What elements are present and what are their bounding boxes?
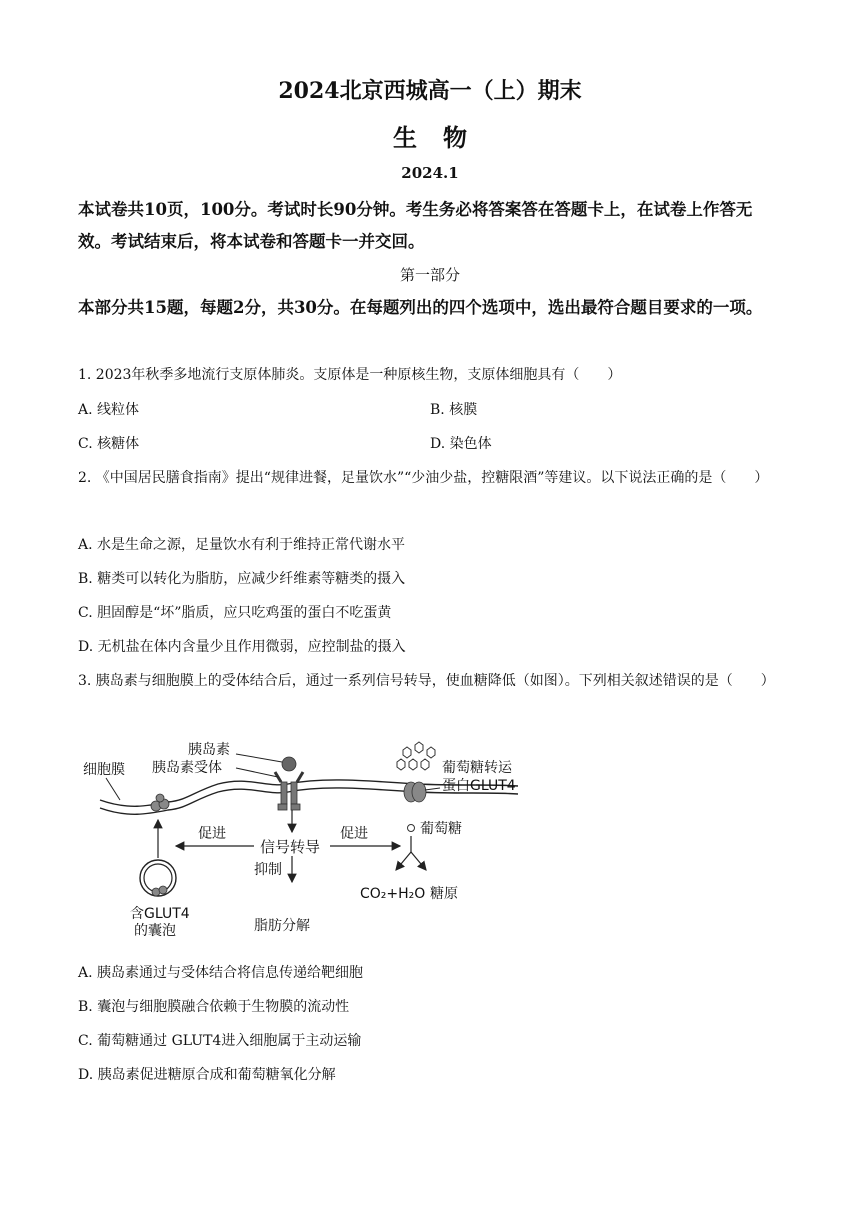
- label-signal-transduction: 信号转导: [260, 838, 321, 856]
- question-3-stem: 3. 胰岛素与细胞膜上的受体结合后，通过一系列信号转导，使血糖降低（如图）。下列相关叙述错误的是（ ）: [78, 673, 775, 689]
- label-promote-right: 促进: [340, 826, 368, 842]
- label-cell-membrane: 细胞膜: [83, 762, 125, 778]
- label-transporter-line2: 蛋白GLUT4: [442, 778, 516, 794]
- question-1-option-a: A. 线粒体: [78, 402, 140, 418]
- insulin-icon: [282, 757, 296, 771]
- insulin-signaling-diagram: [78, 732, 548, 950]
- exam-instructions: 本试卷共10页，100分。考试时长90分钟。考生务必将答案答在答题卡上，在试卷上作答无效。考试结束后，将本试卷和答题卡一并交回。: [78, 200, 753, 251]
- label-insulin-receptor: 胰岛素受体: [152, 760, 222, 776]
- label-vesicle-line1: 含GLUT4: [130, 906, 190, 922]
- glut4-transporter-icon: [404, 782, 426, 802]
- question-3-option-b: B. 囊泡与细胞膜融合依赖于生物膜的流动性: [78, 999, 350, 1015]
- label-glycogen: 糖原: [430, 886, 458, 902]
- subject-title: 生物: [393, 123, 493, 152]
- part-instructions: 本部分共15题，每题2分，共30分。在每题列出的四个选项中，选出最符合题目要求的一项。: [78, 298, 763, 317]
- exam-date: 2024.1: [401, 164, 459, 182]
- glucose-molecules-icon: [397, 742, 435, 770]
- question-3-option-d: D. 胰岛素促进糖原合成和葡萄糖氧化分解: [78, 1067, 336, 1083]
- label-insulin: 胰岛素: [188, 742, 230, 758]
- question-2-stem: 2. 《中国居民膳食指南》提出“规律进餐，足量饮水”“少油少盐，控糖限酒”等建议。以下说法正确的是（ ）: [78, 470, 769, 486]
- question-2-option-a: A. 水是生命之源，足量饮水有利于维持正常代谢水平: [78, 537, 406, 553]
- label-co2-h2o: CO₂+H₂O: [360, 886, 426, 902]
- insulin-receptor-icon: [275, 772, 303, 810]
- question-1-stem: 1. 2023年秋季多地流行支原体肺炎。支原体是一种原核生物，支原体细胞具有（ ）: [78, 367, 622, 383]
- question-2-option-d: D. 无机盐在体内含量少且作用微弱，应控制盐的摄入: [78, 639, 406, 655]
- question-1-option-d: D. 染色体: [430, 436, 492, 452]
- question-1-option-c: C. 核糖体: [78, 436, 140, 452]
- label-vesicle-line2: 的囊泡: [134, 923, 176, 939]
- label-glucose: 葡萄糖: [420, 821, 462, 837]
- question-2-option-c: C. 胆固醇是“坏”脂质，应只吃鸡蛋的蛋白不吃蛋黄: [78, 605, 392, 621]
- question-3-option-c: C. 葡萄糖通过 GLUT4进入细胞属于主动运输: [78, 1033, 362, 1049]
- page-title: 2024北京西城高一（上）期末: [278, 78, 582, 104]
- question-2-option-b: B. 糖类可以转化为脂肪，应减少纤维素等糖类的摄入: [78, 571, 406, 587]
- label-promote-left: 促进: [198, 826, 226, 842]
- question-1-option-b: B. 核膜: [430, 402, 478, 418]
- glut4-vesicle-icon: [140, 860, 176, 896]
- glucose-molecule-icon: [408, 825, 415, 832]
- label-fat-breakdown: 脂肪分解: [254, 918, 310, 934]
- label-transporter-line1: 葡萄糖转运: [442, 760, 512, 776]
- part-heading: 第一部分: [399, 266, 460, 284]
- glut4-in-membrane-icon: [151, 794, 169, 811]
- label-inhibit: 抑制: [254, 862, 282, 878]
- question-3-option-a: A. 胰岛素通过与受体结合将信息传递给靶细胞: [78, 965, 364, 981]
